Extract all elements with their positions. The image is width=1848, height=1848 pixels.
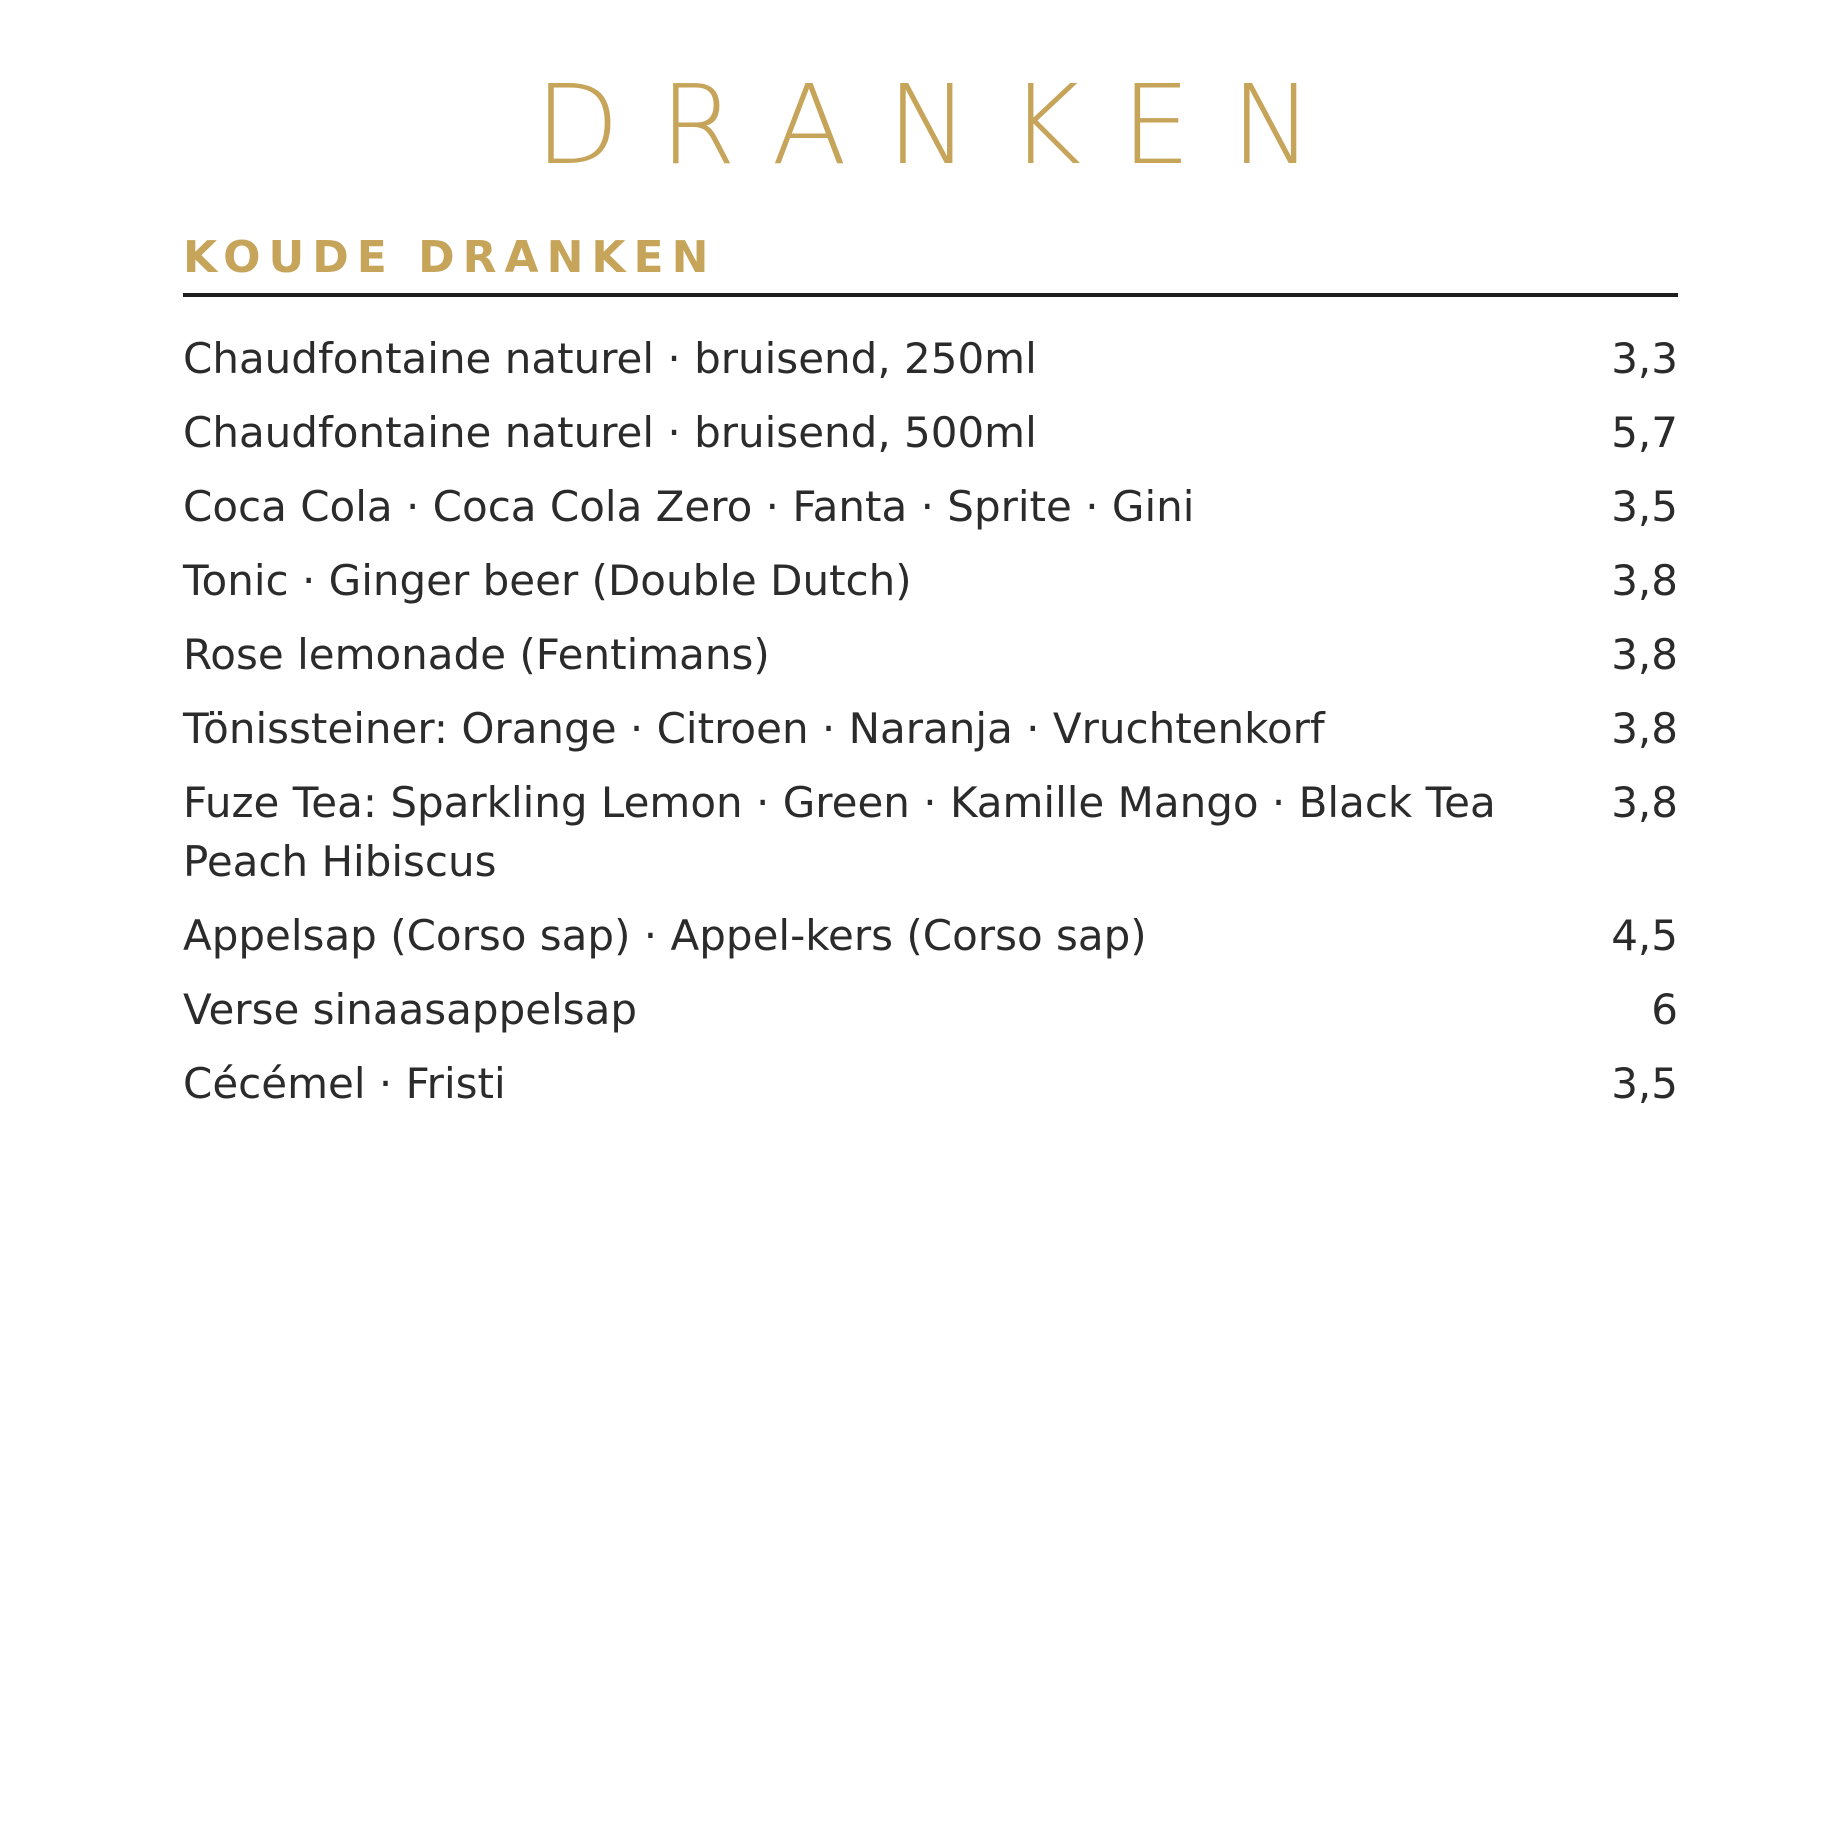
page-title: DRANKEN	[534, 61, 1354, 189]
menu-item-price: 5,7	[1611, 408, 1678, 457]
menu-item-price: 4,5	[1611, 911, 1678, 960]
menu-item	[183, 773, 1678, 891]
section-heading: KOUDE DRANKEN	[183, 233, 1678, 297]
menu-item-price: 3,8	[1611, 630, 1678, 679]
menu-item-price: 3,3	[1611, 334, 1678, 383]
section-koude-dranken	[183, 233, 1678, 1128]
menu-item-price: 3,5	[1611, 482, 1678, 531]
menu-item-price: 3,5	[1611, 1059, 1678, 1108]
menu-item-price: 6	[1651, 985, 1678, 1034]
menu-item	[183, 1054, 1678, 1113]
menu-item-name: Tönissteiner: Orange · Citroen · Naranja · Vruchtenkorf	[183, 704, 1325, 753]
menu-item-name: Coca Cola · Coca Cola Zero · Fanta · Sprite · Gini	[183, 482, 1195, 531]
menu-item-name: Chaudfontaine naturel · bruisend, 250ml	[183, 334, 1037, 383]
menu-item	[183, 477, 1678, 536]
menu-item-price: 3,8	[1611, 778, 1678, 827]
menu-item-price: 3,8	[1611, 556, 1678, 605]
menu-item	[183, 625, 1678, 684]
menu-item	[183, 329, 1678, 388]
menu-item-name: Verse sinaasappelsap	[183, 985, 638, 1034]
menu-item-name: Cécémel · Fristi	[183, 1059, 506, 1108]
menu-item	[183, 403, 1678, 462]
menu-item	[183, 906, 1678, 965]
menu-item	[183, 699, 1678, 758]
menu-item	[183, 980, 1678, 1039]
menu-item-price: 3,8	[1611, 704, 1678, 753]
menu-item-list	[183, 329, 1678, 1113]
menu-item-name: Appelsap (Corso sap) · Appel-kers (Corso sap)	[183, 911, 1147, 960]
menu-item-name: Rose lemonade (Fentimans)	[183, 630, 770, 679]
menu-item	[183, 551, 1678, 610]
menu-item-name: Tonic · Ginger beer (Double Dutch)	[183, 556, 912, 605]
menu-item-name: Chaudfontaine naturel · bruisend, 500ml	[183, 408, 1037, 457]
menu-item-name: Fuze Tea: Sparkling Lemon · Green · Kamille Mango · Black Tea Peach Hibiscus	[183, 778, 1496, 886]
